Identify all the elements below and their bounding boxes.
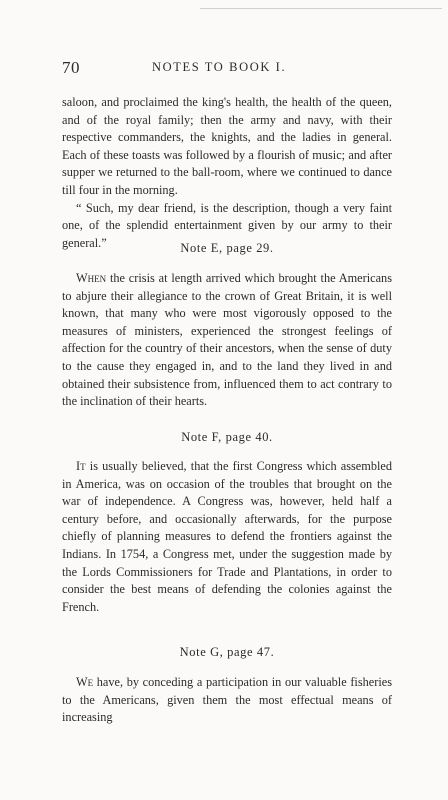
note-f-body (62, 458, 392, 616)
note-f-text: is usually believed, that the first Congress which assembled in America, was on occasion of the troubles that brought on the war of independence. A Congress was, however, held half a century before, and occasionally afterwards, for the purpose chiefly of planning measures to defend the frontiers against the Indians. In 1754, a Congress met, under the suggestion made by the Lords Commissioners for Trade and Plantations, in order to consider the best means of defending the colonies against the French. (62, 459, 392, 614)
continuation-text (62, 94, 392, 252)
note-e-body (62, 270, 392, 411)
page-header (62, 58, 392, 80)
page-number: 70 (62, 58, 80, 77)
running-head: NOTES TO BOOK I. (152, 60, 287, 74)
continuation-paragraph: saloon, and proclaimed the king's health, the health of the queen, and of the royal family; then the army and navy, with their respective commanders, the knights, and the ladies in general. Each of these toasts was followed by a flourish of music; and after supper we returned to the ball-room, where we continued to dance till four in the morning. (62, 95, 392, 197)
note-e-heading: Note E, page 29. (180, 241, 274, 255)
note-g-text: have, by conceding a participation in our valuable fisheries to the Americans, given them the most effectual means of increasing (62, 675, 392, 725)
note-e-text: the crisis at length arrived which brought the Americans to abjure their allegiance to the crown of Great Britain, it is well known, that many who were most vigorously opposed to the measures of ministers, experienced the strongest feelings of affection for the country of their ancestors, when the sense of duty to the cause they engaged in, and to the land they lived in and obtained their subsistence from, influenced them to act contrary to the inclination of their hearts. (62, 271, 392, 409)
note-f-heading: Note F, page 40. (181, 430, 273, 444)
note-g-body (62, 674, 392, 727)
note-g-lead-word: We (76, 675, 94, 689)
note-g-heading: Note G, page 47. (179, 645, 275, 659)
closing-quote-paragraph: “ Such, my dear friend, is the description, though a very faint one, of the splendid entertainment given by our army to their general.” (62, 200, 392, 250)
scan-top-edge (200, 8, 442, 9)
note-f-lead-word: It (76, 459, 86, 473)
note-e-lead-word: When (76, 271, 107, 285)
